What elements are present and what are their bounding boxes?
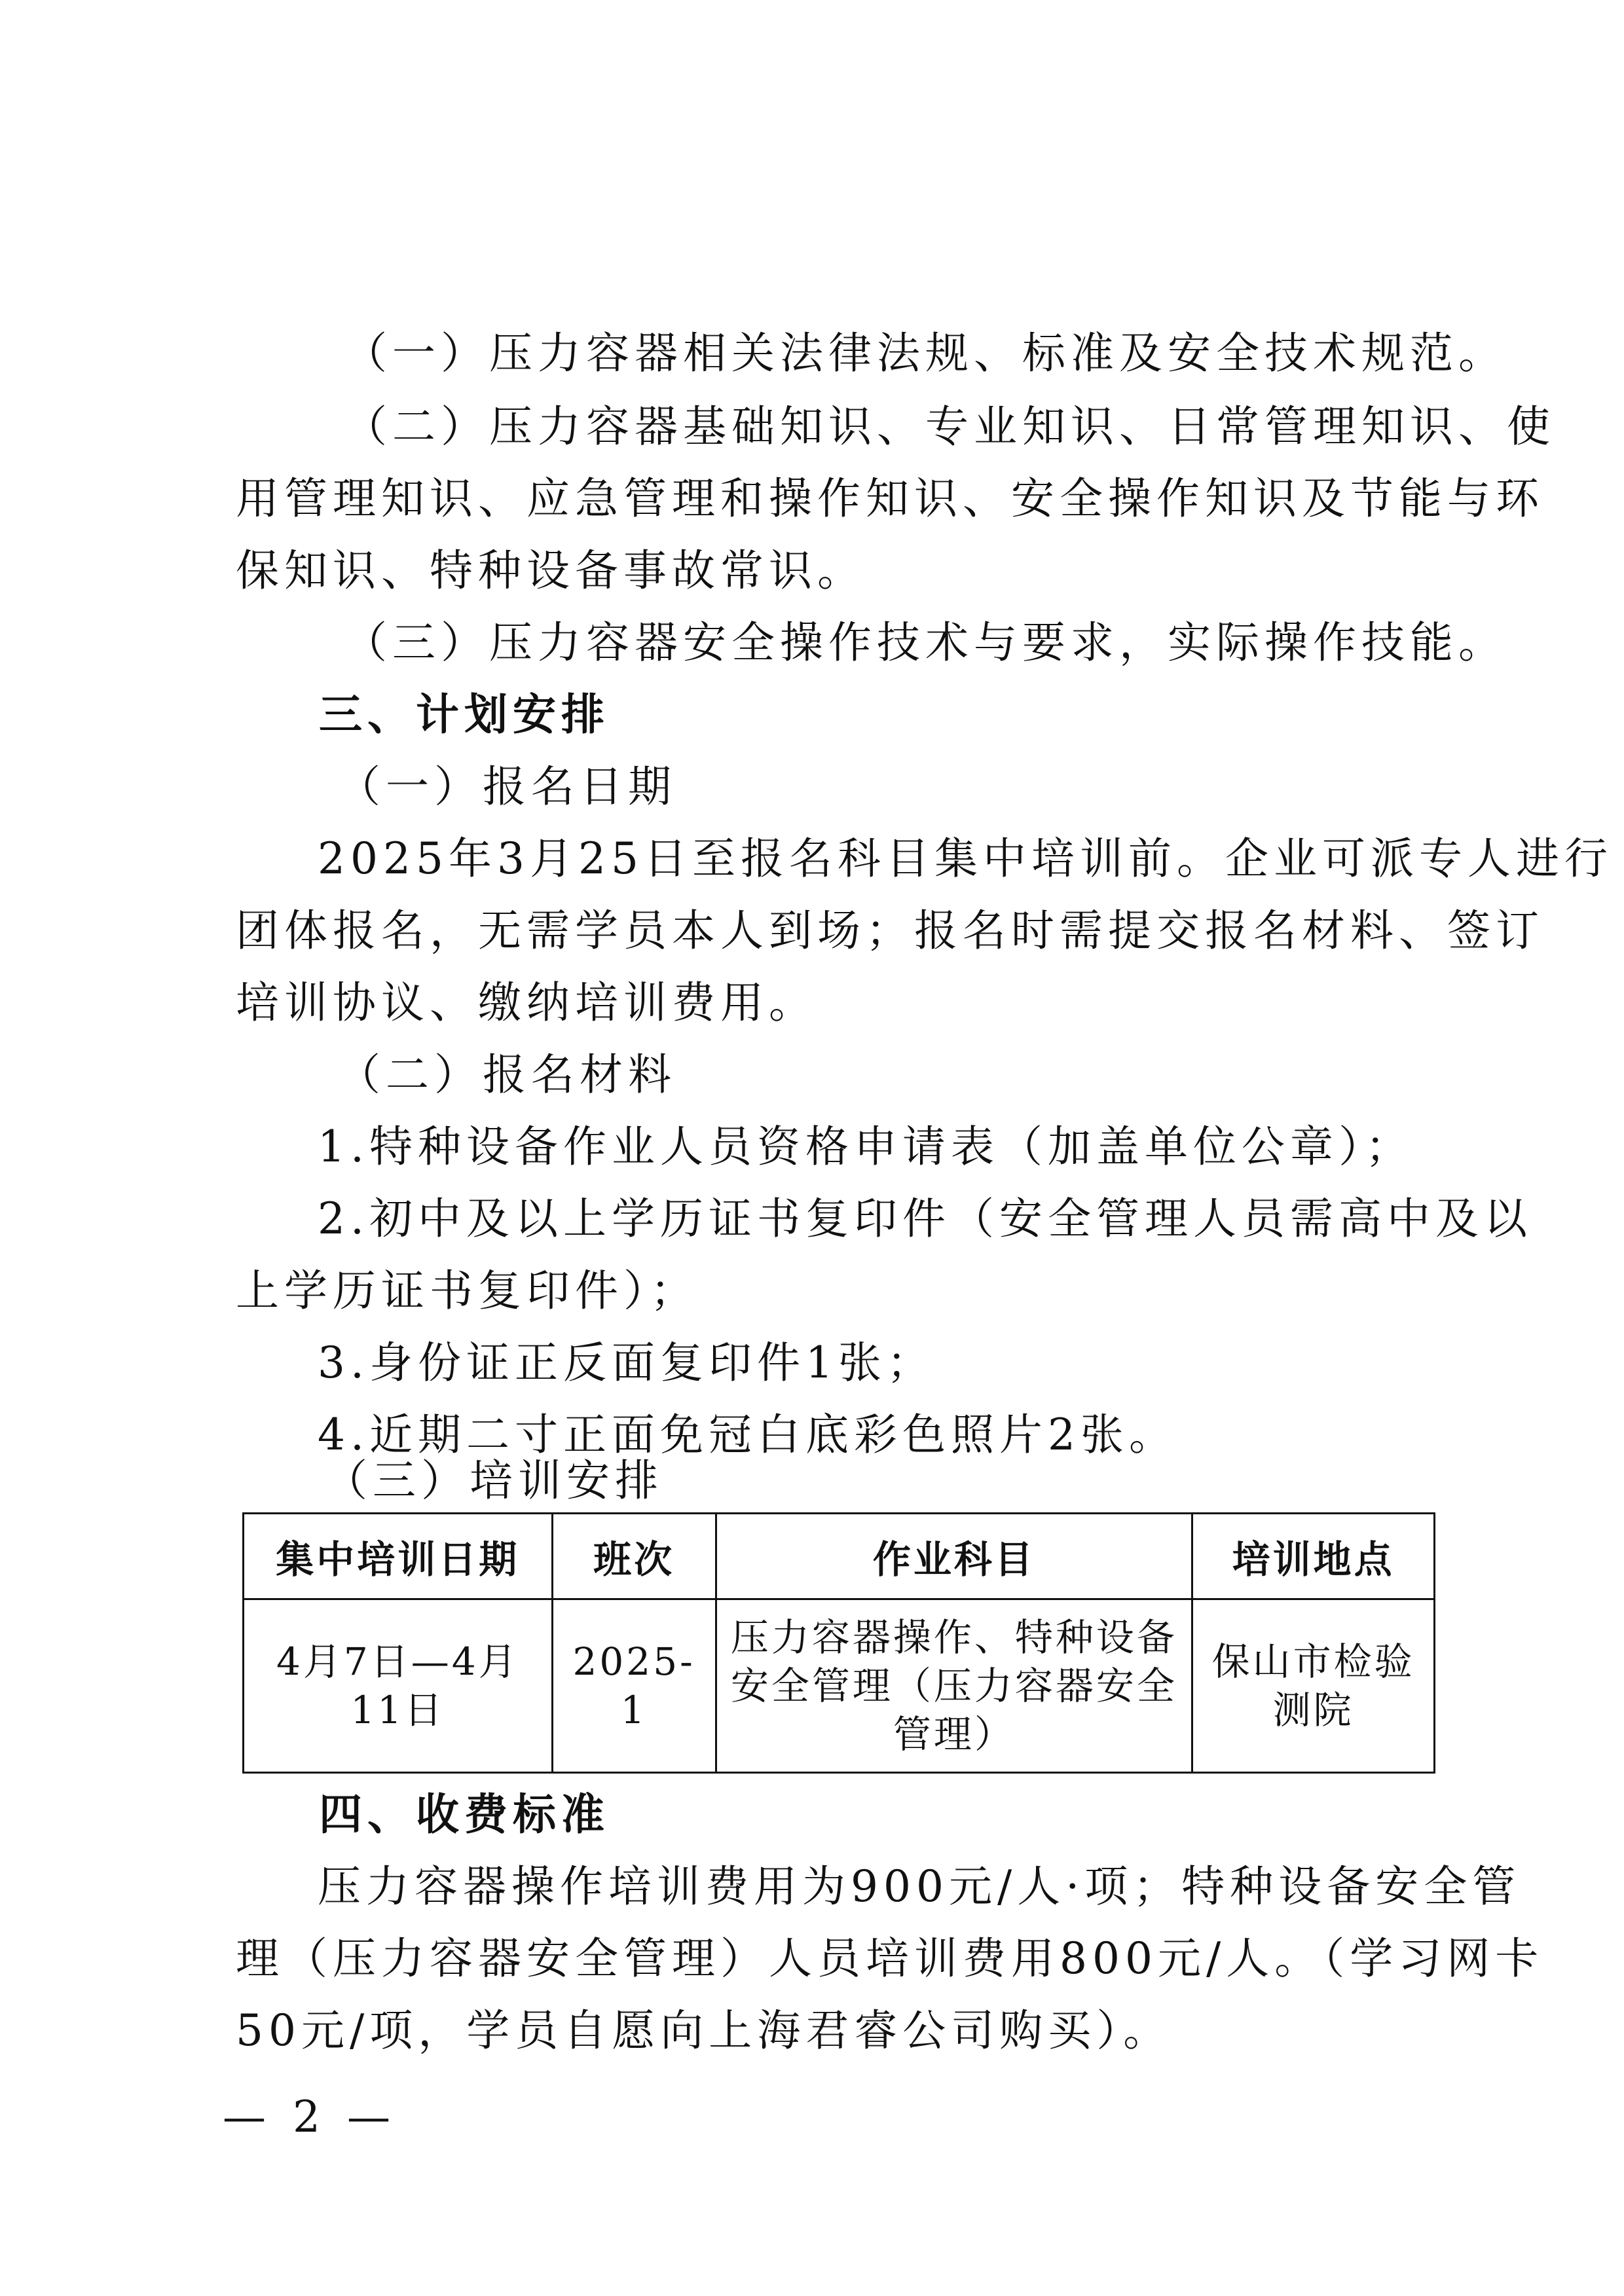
sub-1-line-1: 2025年3月25日至报名科目集中培训前。企业可派专人进行 [318, 833, 1613, 884]
sub-3-heading: （三）培训安排 [324, 1455, 663, 1506]
fee-line-3: 50元/项，学员自愿向上海君睿公司购买）。 [236, 2005, 1172, 2056]
table-header-row [244, 1514, 1435, 1599]
section-3-heading: 三、计划安排 [319, 689, 610, 740]
location-line-2: 测院 [1272, 1688, 1354, 1732]
header-subject: 作业科目 [716, 1514, 1192, 1599]
sub-1-line-2: 团体报名，无需学员本人到场；报名时需提交报名材料、签订 [236, 905, 1544, 956]
cell-class-no: 2025-1 [552, 1599, 716, 1773]
content-item-2-line-1: （二）压力容器基础知识、专业知识、日常管理知识、使 [344, 401, 1555, 452]
fee-line-2: 理（压力容器安全管理）人员培训费用800元/人。（学习网卡 [236, 1933, 1544, 1984]
table-row [244, 1599, 1435, 1773]
material-3: 3.身份证正反面复印件1张； [318, 1338, 935, 1388]
subject-line-2: 安全管理（压力容器安全 [730, 1664, 1177, 1708]
subject-line-1: 压力容器操作、特种设备 [730, 1615, 1177, 1660]
header-date: 集中培训日期 [244, 1514, 553, 1599]
material-2-line-1: 2.初中及以上学历证书复印件（安全管理人员需高中及以 [318, 1194, 1532, 1244]
header-class: 班次 [552, 1514, 716, 1599]
content-item-3: （三）压力容器安全操作技术与要求，实际操作技能。 [344, 617, 1507, 668]
sub-1-heading: （一）报名日期 [337, 761, 676, 812]
material-4: 4.近期二寸正面免冠白底彩色照片2张。 [318, 1410, 1177, 1460]
header-location: 培训地点 [1192, 1514, 1435, 1599]
sub-2-heading: （二）报名材料 [337, 1049, 676, 1100]
location-line-1: 保山市检验 [1211, 1639, 1415, 1684]
content-item-2-line-3: 保知识、特种设备事故常识。 [236, 545, 866, 596]
sub-1-line-3: 培训协议、缴纳培训费用。 [236, 977, 817, 1028]
page-number: — 2 — [223, 2092, 397, 2142]
section-4-heading: 四、收费标准 [319, 1789, 610, 1840]
cell-location [1192, 1599, 1435, 1773]
content-item-2-line-2: 用管理知识、应急管理和操作知识、安全操作知识及节能与环 [236, 473, 1544, 524]
material-2-line-2: 上学历证书复印件）； [236, 1266, 699, 1316]
training-schedule-table [242, 1512, 1435, 1774]
cell-subject [716, 1599, 1192, 1773]
content-item-1: （一）压力容器相关法律法规、标准及安全技术规范。 [344, 328, 1507, 378]
subject-line-3: 管理） [893, 1712, 1015, 1757]
cell-date: 4月7日—4月11日 [244, 1599, 553, 1773]
material-1: 1.特种设备作业人员资格申请表（加盖单位公章）； [318, 1121, 1414, 1172]
fee-line-1: 压力容器操作培训费用为900元/人·项；特种设备安全管 [318, 1861, 1521, 1912]
